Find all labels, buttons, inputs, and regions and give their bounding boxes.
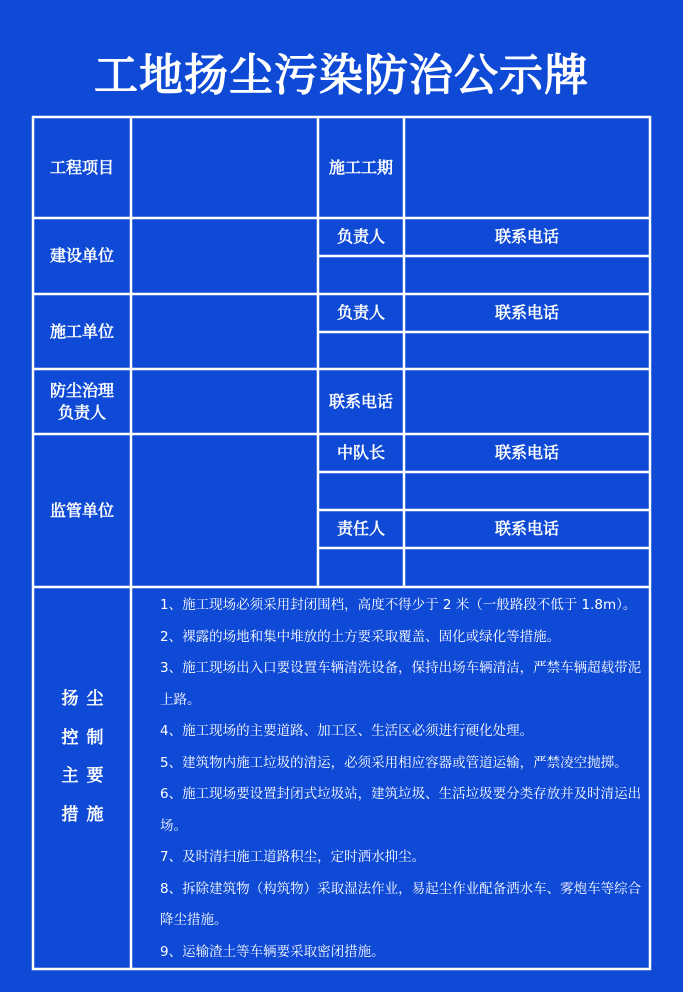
contractor-phone-label: 联系电话 — [494, 303, 559, 322]
supervisor-unit-field[interactable] — [131, 434, 318, 587]
supervisor-label: 监管单位 — [49, 500, 114, 520]
dust-manager-label-line1: 防尘治理 — [49, 380, 114, 400]
measure-line: 6、施工现场要设置封闭式垃圾站，建筑垃圾、生活垃圾要分类存放并及时清运出 — [160, 786, 642, 802]
measures-label-line: 控制 — [61, 727, 112, 748]
measures-label-line: 措施 — [61, 804, 112, 825]
duty-person-phone-label: 联系电话 — [494, 519, 559, 538]
measure-line: 2、裸露的场地和集中堆放的土方要采取覆盖、固化或绿化等措施。 — [160, 628, 561, 645]
period-label: 施工工期 — [328, 157, 393, 177]
board-title: 工地扬尘污染防治公示牌 — [94, 50, 589, 101]
contractor-label: 施工单位 — [49, 321, 114, 341]
measure-line: 9、运输渣土等车辆要采取密闭措施。 — [160, 943, 385, 960]
squad-leader-phone-field[interactable] — [404, 472, 650, 510]
squad-leader-field[interactable] — [318, 472, 404, 510]
measures-label — [34, 680, 131, 834]
builder-label: 建设单位 — [49, 246, 114, 265]
project-label: 工程项目 — [49, 157, 114, 177]
period-field[interactable] — [404, 117, 650, 218]
contractor-phone-field[interactable] — [404, 332, 650, 369]
measure-line: 4、施工现场的主要道路、加工区、生活区必须进行硬化处理。 — [160, 723, 534, 739]
contractor-person-label: 负责人 — [336, 303, 385, 322]
builder-phone-field[interactable] — [404, 256, 650, 294]
duty-person-phone-field[interactable] — [404, 548, 650, 587]
squad-leader-label: 中队长 — [336, 443, 385, 462]
dust-manager-label — [33, 369, 131, 434]
builder-person-label: 负责人 — [336, 227, 385, 246]
dust-manager-label-line2: 负责人 — [57, 402, 106, 422]
duty-person-label: 责任人 — [336, 519, 385, 538]
duty-person-field[interactable] — [318, 548, 404, 587]
contractor-unit-field[interactable] — [131, 294, 318, 369]
measures-list — [160, 590, 648, 968]
dust-manager-phone-field[interactable] — [404, 369, 650, 434]
builder-unit-field[interactable] — [131, 218, 318, 294]
squad-leader-phone-label: 联系电话 — [494, 443, 559, 462]
measures-label-line: 扬尘 — [61, 689, 112, 709]
dust-manager-phone-label: 联系电话 — [328, 391, 393, 411]
measure-line: 7、及时清扫施工道路积尘，定时洒水抑尘。 — [160, 849, 426, 865]
measure-line: 上路。 — [160, 691, 201, 708]
measure-line: 降尘措施。 — [160, 912, 228, 928]
builder-person-field[interactable] — [318, 256, 404, 294]
measure-line: 1、施工现场必须采用封闭围档，高度不得少于 2 米（一般路段不低于 1.8m）。 — [160, 597, 637, 613]
builder-phone-label: 联系电话 — [494, 227, 559, 246]
measure-line: 3、施工现场出入口要设置车辆清洗设备，保持出场车辆清洁，严禁车辆超载带泥 — [160, 660, 642, 676]
project-name-field[interactable] — [131, 117, 318, 218]
measure-line: 场。 — [160, 817, 187, 834]
dust-manager-name-field[interactable] — [131, 369, 318, 434]
contractor-person-field[interactable] — [318, 332, 404, 369]
measures-label-line: 主要 — [61, 766, 112, 786]
measure-line: 5、建筑物内施工垃圾的清运，必须采用相应容器或管道运输，严禁凌空抛掷。 — [160, 754, 628, 771]
measure-line: 8、拆除建筑物（构筑物）采取湿法作业，易起尘作业配备洒水车、雾炮车等综合 — [160, 880, 642, 897]
